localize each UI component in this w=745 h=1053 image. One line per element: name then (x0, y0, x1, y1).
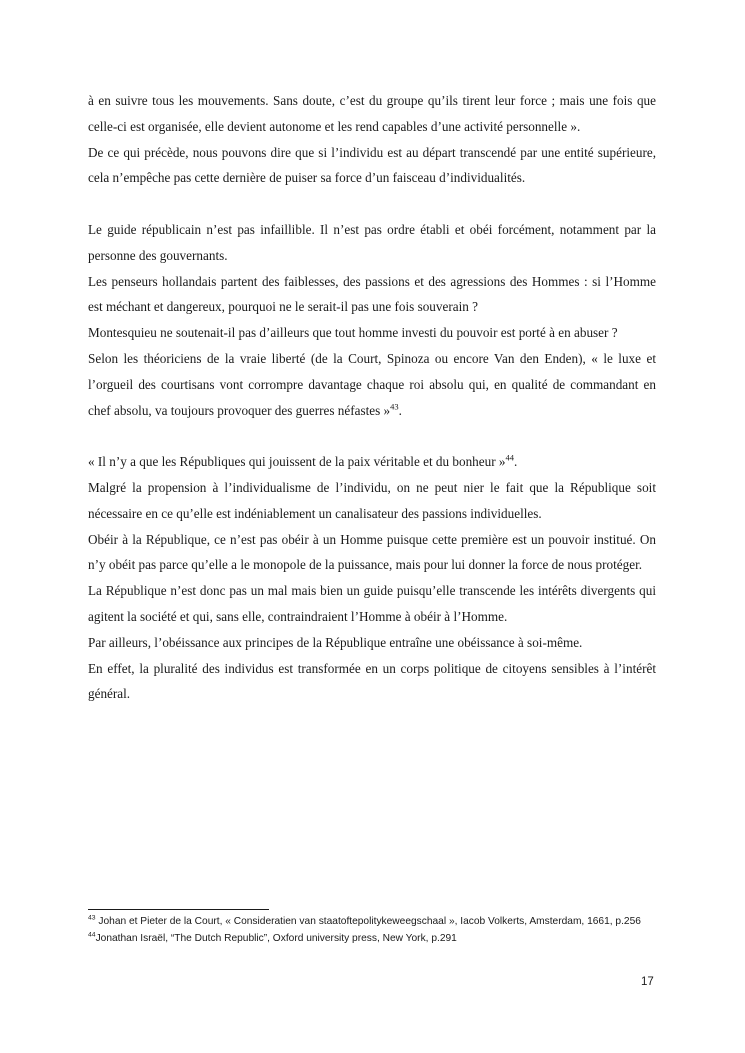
footnote-ref-44-period: . (514, 454, 518, 470)
footnote-ref-43-period: . (398, 402, 402, 418)
footnote-43 (88, 914, 656, 931)
paragraph-spacer (88, 423, 656, 449)
paragraph-7 (88, 449, 656, 475)
page-number: 17 (641, 976, 654, 988)
footnote-number: 44 (88, 931, 96, 939)
paragraph-11: Par ailleurs, l’obéissance aux principes de la République entraîne une obéissance à soi-même. (88, 634, 583, 650)
paragraph-4: Les penseurs hollandais partent des faiblesses, des passions et des agressions des Hommes : si l’Homme est méchant et dangereux, pourquoi ne le serait-il pas une fois souverain ? (88, 273, 656, 315)
paragraph-7-text: « Il n’y a que les Républiques qui jouissent de la paix véritable et du bonheur » (88, 454, 506, 470)
footnote-separator (88, 909, 269, 910)
footnote-text: Jonathan Israël, “The Dutch Republic”, Oxford university press, New York, p.291 (95, 932, 457, 944)
paragraph-3: Le guide républicain n’est pas infaillible. Il n’est pas ordre établi et obéi forcément, notamment par la personne des gouvernants. (88, 221, 656, 263)
paragraph-8: Malgré la propension à l’individualisme de l’individu, on ne peut nier le fait que la République soit nécessaire en ce qu’elle est indéniablement un canalisateur des passions individuelles. (88, 479, 656, 521)
footnote-ref-43[interactable]: 43 (390, 401, 399, 412)
paragraph-9: Obéir à la République, ce n’est pas obéir à un Homme puisque cette première est un pouvoir institué. On n’y obéit pas parce qu’elle a le monopole de la puissance, mais pour lui donner la force de nous protéger. (88, 531, 656, 573)
paragraph-10: La République n’est donc pas un mal mais bien un guide puisqu’elle transcende les intérêts divergents qui agitent la société et qui, sans elle, contraindraient l’Homme à obéir à l’Homme. (88, 583, 656, 624)
footnote-number: 43 (88, 914, 96, 922)
footnote-44 (88, 931, 656, 948)
paragraph-2: De ce qui précède, nous pouvons dire que si l’individu est au départ transcendé par une entité supérieure, cela n’empêche pas cette dernière de puiser sa force d’un faisceau d’individualités. (88, 144, 656, 186)
page-body (88, 88, 656, 707)
footnote-ref-44[interactable]: 44 (505, 452, 515, 463)
footnotes (88, 909, 656, 947)
paragraph-1: à en suivre tous les mouvements. Sans doute, c’est du groupe qu’ils tirent leur force ; mais une fois que celle-ci est organisée, elle devient autonome et les rend capables d’une activité personnelle ». (88, 93, 656, 134)
paragraph-5: Montesquieu ne soutenait-il pas d’ailleurs que tout homme investi du pouvoir est porté à en abuser ? (88, 325, 618, 341)
main-text (88, 88, 656, 707)
footnote-text: Johan et Pieter de la Court, « Consideratien van staatoftepolitykeweegschaal », Iacob Volkerts, Amsterdam, 1661, p.256 (95, 916, 641, 927)
paragraph-6 (88, 346, 656, 423)
paragraph-spacer (88, 191, 656, 217)
paragraph-6-text: Selon les théoriciens de la vraie liberté (de la Court, Spinoza ou encore Van den Enden), « le luxe et l’orgueil des courtisans vont corrompre davantage chaque roi absolu qui, en qualité de commandant en chef absolu, va toujours provoquer des guerres néfastes » (88, 350, 656, 418)
paragraph-12: En effet, la pluralité des individus est transformée en un corps politique de citoyens sensibles à l’intérêt général. (88, 660, 656, 702)
